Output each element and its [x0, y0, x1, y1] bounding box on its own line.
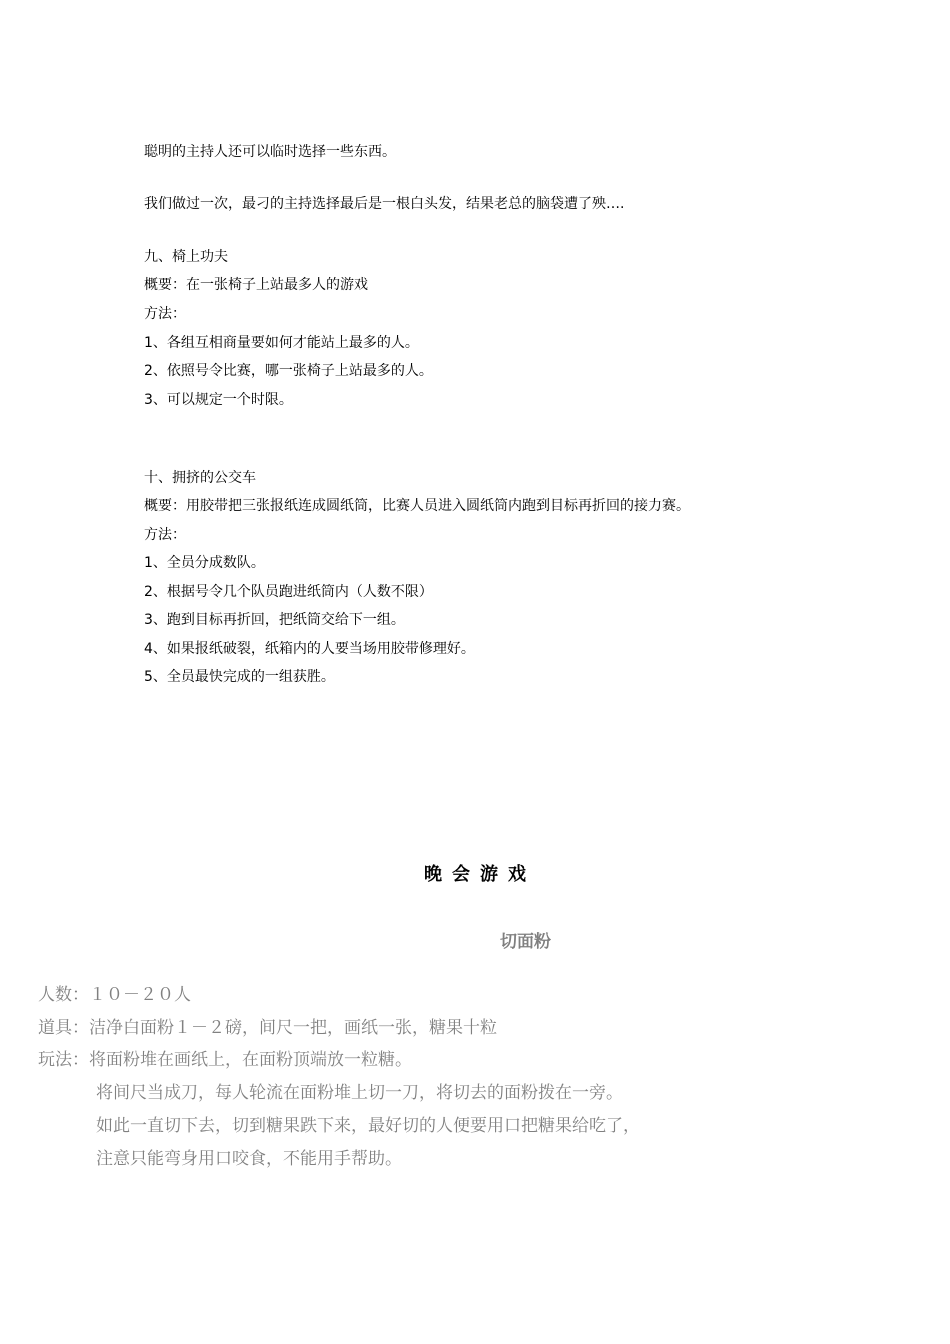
- step-item: 2、依照号令比赛，哪一张椅子上站最多的人。: [144, 363, 433, 379]
- game-props: 道具：洁净白面粉１－２磅，间尺一把，画纸一张，糖果十粒: [38, 1018, 497, 1038]
- section-summary-10: 概要：用胶带把三张报纸连成圆纸筒，比赛人员进入圆纸筒内跑到目标再折回的接力赛。: [144, 498, 690, 514]
- method-label-9: 方法：: [144, 306, 186, 322]
- section-summary-9: 概要：在一张椅子上站最多人的游戏: [144, 277, 368, 293]
- step-item: 2、根据号令几个队员跑进纸筒内（人数不限）: [144, 584, 433, 600]
- step-item: 3、可以规定一个时限。: [144, 392, 293, 408]
- game-play-line: 注意只能弯身用口咬食，不能用手帮助。: [96, 1149, 402, 1169]
- game-play-line: 将间尺当成刀，每人轮流在面粉堆上切一刀，将切去的面粉拨在一旁。: [96, 1083, 623, 1103]
- paragraph-line: 聪明的主持人还可以临时选择一些东西。: [144, 144, 396, 160]
- step-item: 1、各组互相商量要如何才能站上最多的人。: [144, 335, 419, 351]
- paragraph-line: 我们做过一次，最刁的主持选择最后是一根白头发，结果老总的脑袋遭了殃….: [144, 196, 625, 212]
- step-item: 5、全员最快完成的一组获胜。: [144, 669, 335, 685]
- game-title: 切面粉: [500, 932, 551, 952]
- game-play: 玩法：将面粉堆在画纸上，在面粉顶端放一粒糖。: [38, 1050, 412, 1070]
- section-heading-9: 九、椅上功夫: [144, 249, 228, 265]
- step-item: 1、全员分成数队。: [144, 555, 265, 571]
- section-heading-10: 十、拥挤的公交车: [144, 470, 256, 486]
- step-item: 3、跑到目标再折回，把纸筒交给下一组。: [144, 612, 405, 628]
- game-people: 人数：１０－２０人: [38, 985, 191, 1005]
- game-play-line: 如此一直切下去，切到糖果跌下来，最好切的人便要用口把糖果给吃了，: [96, 1116, 640, 1136]
- page-title: 晚会游戏: [424, 864, 536, 885]
- step-item: 4、如果报纸破裂，纸箱内的人要当场用胶带修理好。: [144, 641, 475, 657]
- method-label-10: 方法：: [144, 527, 186, 543]
